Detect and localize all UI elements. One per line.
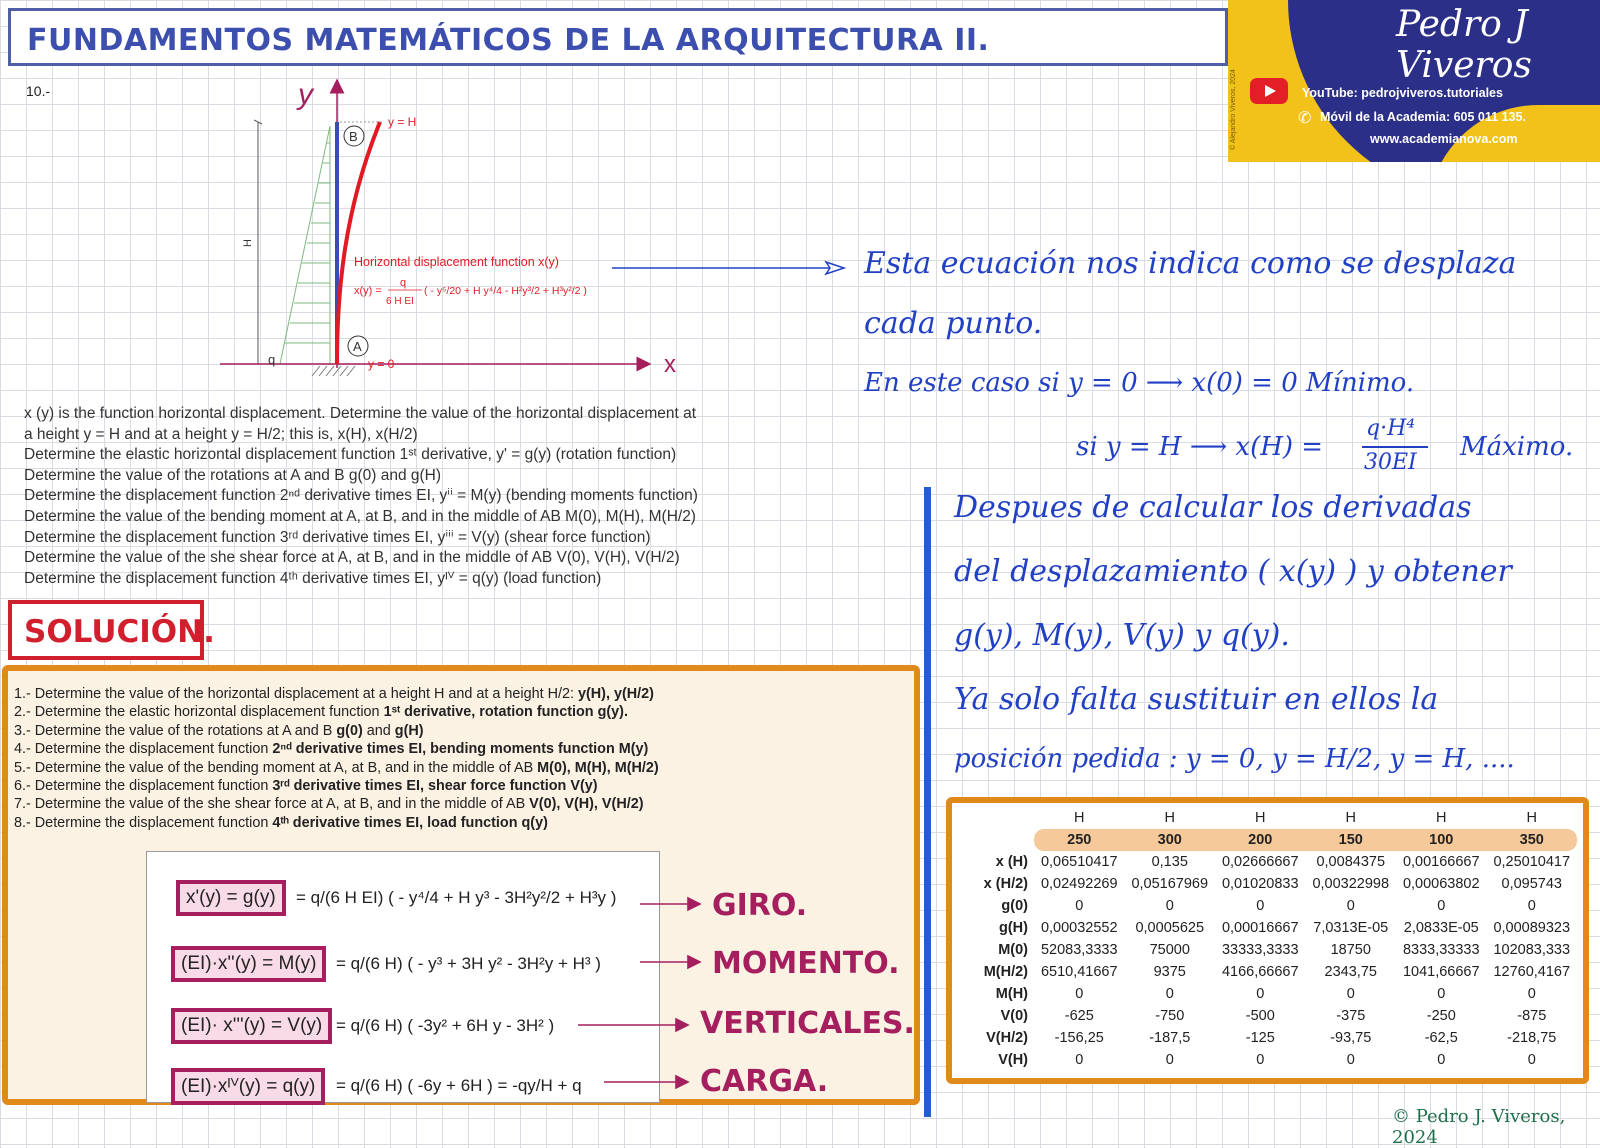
table-cell: -750: [1155, 1008, 1185, 1024]
note-line-4-denominator: 30EI: [1364, 450, 1417, 475]
formula-lhs-3: (EI)· x'''(y) = V(y): [171, 1008, 332, 1044]
page-title: FUNDAMENTOS MATEMÁTICOS DE LA ARQUITECTURA II.: [27, 23, 990, 58]
table-cell: 0: [1256, 1052, 1265, 1068]
solution-item-bold: V(0), V(H), V(H/2): [529, 796, 644, 813]
phone-number: Móvil de la Academia: 605 011 135.: [1320, 110, 1526, 124]
statement-line: Determine the elastic horizontal displacement function 1ˢᵗ derivative, y' = g(y) (rotation function): [24, 446, 677, 464]
table-cell: -625: [1064, 1008, 1094, 1024]
formula-lhs-1: x'(y) = g(y): [176, 880, 286, 916]
problem-number: 10.-: [26, 83, 51, 99]
row-label: V(0): [1000, 1008, 1028, 1024]
table-row: [956, 873, 1577, 895]
statement-line: a height y = H and at a height y = H/2; this is, x(H), x(H/2): [24, 425, 418, 443]
structure-diagram: [220, 68, 720, 388]
table-cell: 6510,41667: [1040, 964, 1118, 980]
y-axis-label: y: [298, 78, 313, 111]
solution-item-text: 5.- Determine the value of the bending moment at A, at B, and in the middle of AB: [14, 759, 538, 776]
h-value-cell: 100: [1396, 829, 1487, 851]
formula-name-4: CARGA.: [700, 1064, 829, 1099]
formula-lhs-2: (EI)·x''(y) = M(y): [171, 946, 326, 982]
website[interactable]: www.academianova.com: [1370, 132, 1518, 146]
table-cell: 2343,75: [1324, 964, 1377, 980]
row-label: M(0): [998, 942, 1028, 958]
table-cell: 7,0313E-05: [1313, 920, 1389, 936]
formula-rhs-2: = q/(6 H) ( - y³ + 3H y² - 3H²y + H³ ): [336, 954, 601, 973]
phone-icon: ✆: [1298, 110, 1312, 127]
solution-label: SOLUCIÓN.: [24, 614, 215, 650]
note-line-2: cada punto.: [864, 306, 1043, 341]
solution-item-text: 1.- Determine the value of the horizontal displacement at a height H and at a height H/2:: [14, 686, 578, 702]
formula-rhs-1: = q/(6 H EI) ( - y⁴/4 + H y³ - 3H²y²/2 + H³y ): [296, 888, 617, 907]
brand-banner: [1228, 0, 1600, 162]
table-cell: 0,00089323: [1493, 920, 1571, 936]
table-cell: 0: [1346, 898, 1355, 914]
note-arrow: [612, 258, 848, 278]
solution-item-text: and: [362, 722, 395, 739]
table-cell: 0: [1075, 1052, 1084, 1068]
table-cell: -375: [1336, 1008, 1366, 1024]
solution-item-text: 6.- Determine the displacement function: [14, 778, 273, 795]
load-triangle: [280, 126, 330, 364]
note-fraction-bar: [1362, 446, 1428, 448]
solution-item: [14, 685, 659, 703]
point-b-label: B: [349, 129, 358, 144]
solution-item: [14, 795, 659, 813]
formula-rhs-4: = q/(6 H) ( -6y + 6H ) = -qy/H + q: [336, 1076, 582, 1095]
solution-item: [14, 722, 659, 740]
row-label: g(H): [999, 920, 1028, 936]
table-cell: 2,0833E-05: [1403, 920, 1479, 936]
table-row: [956, 983, 1577, 1005]
footer-copyright: © Pedro J. Viveros, 2024: [1392, 1106, 1566, 1148]
formula-denominator: 6 H EI: [386, 296, 414, 307]
table-row: [956, 961, 1577, 983]
statement-line: Determine the value of the she shear force at A, at B, and in the middle of AB V(0), V(H), V(H/2): [24, 549, 680, 567]
solution-label-box: [8, 600, 215, 660]
column-header-h: H: [1255, 810, 1266, 826]
results-table: [956, 807, 1577, 1071]
table-cell: 0,25010417: [1493, 854, 1571, 870]
formula-name-2: MOMENTO.: [712, 946, 900, 981]
note-line-7: g(y), M(y), V(y) y q(y).: [954, 618, 1290, 653]
column-header-h: H: [1345, 810, 1356, 826]
load-label: q: [268, 352, 276, 367]
solution-item: [14, 814, 659, 832]
point-a-label: A: [353, 339, 362, 354]
table-cell: -125: [1245, 1030, 1275, 1046]
table-cell: -250: [1426, 1008, 1456, 1024]
table-cell: 0: [1075, 986, 1084, 1002]
statement-line: Determine the value of the bending moment at A, at B, and in the middle of AB M(0), M(H), M(H/2): [24, 507, 696, 525]
statement-line: x (y) is the function horizontal displacement. Determine the value of the horizontal displacement at: [24, 405, 697, 422]
solution-item-text: 7.- Determine the value of the she shear force at A, at B, and in the middle of AB: [14, 796, 530, 813]
note-line-6: del desplazamiento ( x(y) ) y obtener: [954, 554, 1512, 589]
table-cell: 33333,3333: [1221, 942, 1299, 958]
solution-item-bold: 2ⁿᵈ derivative times EI, bending moments function M(y): [272, 741, 649, 758]
note-divider: [924, 487, 931, 1117]
solution-item-bold: y(H), y(H/2): [577, 686, 654, 702]
row-label: M(H/2): [983, 964, 1028, 980]
deflected-shape: [337, 122, 380, 364]
table-cell: 0: [1527, 898, 1536, 914]
table-cell: 0: [1075, 898, 1084, 914]
table-cell: 9375: [1153, 964, 1186, 980]
solution-item-bold: M(0), M(H), M(H/2): [537, 759, 659, 776]
h-value-cell: 200: [1215, 829, 1306, 851]
note-line-9: posición pedida : y = 0, y = H/2, y = H, ....: [954, 744, 1515, 774]
table-row: [956, 1027, 1577, 1049]
table-cell: 8333,33333: [1402, 942, 1480, 958]
h-value-cell: 300: [1125, 829, 1216, 851]
table-cell: 0,05167969: [1131, 876, 1209, 892]
solution-item-bold: 3ʳᵈ derivative times EI, shear force function V(y): [272, 778, 598, 795]
table-row: [956, 1049, 1577, 1071]
note-line-8: Ya solo falta sustituir en ellos la: [954, 682, 1439, 717]
column-header-h: H: [1526, 810, 1537, 826]
table-row: [956, 895, 1577, 917]
problem-statements: [24, 404, 804, 589]
h-value-cell: 250: [1034, 829, 1125, 851]
solution-item-bold: g(H): [394, 722, 424, 739]
table-cell: 52083,3333: [1040, 942, 1118, 958]
row-label: M(H): [995, 986, 1028, 1002]
statement-line: Determine the displacement function 4ᵗʰ derivative times EI, yᴵⱽ = q(y) (load function): [24, 569, 602, 587]
table-cell: -156,25: [1054, 1030, 1104, 1046]
table-cell: 0: [1256, 986, 1265, 1002]
brand-signature: Pedro J Viveros: [1396, 4, 1532, 86]
table-cell: 0: [1346, 986, 1355, 1002]
bottom-label: y = 0: [368, 357, 395, 371]
formula-rhs-3: = q/(6 H) ( -3y² + 6H y - 3H² ): [336, 1016, 555, 1035]
solution-item-text: 4.- Determine the displacement function: [14, 741, 273, 758]
table-cell: 12760,4167: [1493, 964, 1571, 980]
table-cell: 0: [1437, 986, 1446, 1002]
table-cell: 0,00016667: [1221, 920, 1299, 936]
column-header-h: H: [1074, 810, 1085, 826]
h-value-cell: 150: [1306, 829, 1397, 851]
function-title: Horizontal displacement function x(y): [354, 255, 559, 269]
table-cell: -187,5: [1149, 1030, 1191, 1046]
formula-name-1: GIRO.: [712, 888, 808, 923]
table-row: [956, 939, 1577, 961]
solution-item-text: 2.- Determine the elastic horizontal displacement function: [14, 704, 384, 721]
solution-item: [14, 759, 659, 777]
table-row: [956, 1005, 1577, 1027]
height-label: H: [242, 239, 254, 247]
table-cell: 0,00166667: [1402, 854, 1480, 870]
row-label: x (H/2): [983, 876, 1028, 892]
solution-item-text: 3.- Determine the value of the rotations at A and B: [14, 722, 337, 739]
table-row: [956, 917, 1577, 939]
table-cell: 0: [1527, 1052, 1536, 1068]
table-cell: 0: [1256, 898, 1265, 914]
table-cell: 0,0084375: [1316, 854, 1386, 870]
table-corner: [956, 829, 1034, 851]
solution-list: [14, 685, 659, 832]
solution-item: [14, 740, 659, 758]
formula-lhs: x(y) =: [354, 285, 382, 297]
row-label: V(H/2): [986, 1030, 1028, 1046]
table-cell: 0: [1527, 986, 1536, 1002]
table-corner: [956, 807, 1034, 829]
row-label: V(H): [998, 1052, 1028, 1068]
title-bar: [8, 8, 1228, 66]
table-cell: 0: [1437, 1052, 1446, 1068]
table-cell: 0,01020833: [1221, 876, 1299, 892]
note-line-5: Despues de calcular los derivadas: [954, 490, 1472, 525]
row-label: x (H): [995, 854, 1028, 870]
table-cell: 0,02492269: [1040, 876, 1118, 892]
table-cell: 0,06510417: [1040, 854, 1118, 870]
solution-item: [14, 703, 659, 721]
table-cell: 0,00032552: [1040, 920, 1118, 936]
table-cell: 0,135: [1151, 854, 1188, 870]
column-header-h: H: [1436, 810, 1447, 826]
h-value-cell: 350: [1487, 829, 1578, 851]
table-cell: 1041,66667: [1402, 964, 1480, 980]
solution-item: [14, 777, 659, 795]
table-cell: 0: [1346, 1052, 1355, 1068]
table-cell: 0: [1165, 898, 1174, 914]
table-cell: -93,75: [1330, 1030, 1372, 1046]
fixed-support: [312, 366, 355, 376]
column-header-h: H: [1164, 810, 1175, 826]
solution-item-text: 8.- Determine the displacement function: [14, 814, 273, 831]
table-cell: -500: [1245, 1008, 1275, 1024]
table-cell: -218,75: [1507, 1030, 1557, 1046]
note-line-3: En este caso si y = 0 ⟶ x(0) = 0 Mínimo.: [864, 368, 1415, 398]
x-axis-label: x: [664, 351, 676, 378]
solution-item-bold: 4ᵗʰ derivative times EI, load function q(y): [272, 814, 548, 831]
statement-line: Determine the displacement function 2ⁿᵈ derivative times EI, yⁱⁱ = M(y) (bending moments function): [24, 487, 698, 505]
note-line-4a: si y = H ⟶ x(H) =: [1076, 432, 1324, 462]
table-cell: -62,5: [1424, 1030, 1458, 1046]
table-cell: 75000: [1149, 942, 1190, 958]
table-cell: 0,0005625: [1135, 920, 1205, 936]
formula-terms: ( - y⁵/20 + H y⁴/4 - H²y³/2 + H³y²/2 ): [424, 285, 587, 297]
table-cell: 0,02666667: [1221, 854, 1299, 870]
table-cell: 0,095743: [1501, 876, 1562, 892]
table-cell: 18750: [1330, 942, 1371, 958]
table-header-row: [956, 807, 1577, 829]
table-cell: 0: [1437, 898, 1446, 914]
note-line-4-numerator: q·H⁴: [1366, 416, 1416, 441]
table-row: [956, 851, 1577, 873]
statement-line: Determine the value of the rotations at A and B g(0) and g(H): [24, 466, 442, 484]
formula-lhs-4: (EI)·xᴵⱽ(y) = q(y): [171, 1068, 325, 1105]
table-cell: 102083,333: [1493, 942, 1571, 958]
note-line-4b: Máximo.: [1460, 432, 1574, 462]
side-copyright: © Alejandro Viveros, 2024: [1230, 69, 1237, 150]
table-cell: 0: [1165, 986, 1174, 1002]
note-line-1: Esta ecuación nos indica como se desplaza: [864, 246, 1517, 281]
solution-item-bold: g(0): [336, 722, 363, 739]
table-cell: 0,00063802: [1402, 876, 1480, 892]
solution-item-bold: 1ˢᵗ derivative, rotation function g(y).: [383, 704, 628, 721]
formula-name-3: VERTICALES.: [700, 1006, 915, 1041]
table-h-values-row: [956, 829, 1577, 851]
formula-q: q: [400, 277, 407, 289]
table-cell: 4166,66667: [1221, 964, 1299, 980]
top-label: y = H: [388, 115, 417, 129]
row-label: g(0): [1001, 898, 1028, 914]
table-cell: 0: [1165, 1052, 1174, 1068]
table-cell: -875: [1517, 1008, 1547, 1024]
youtube-channel[interactable]: YouTube: pedrojviveros.tutoriales: [1302, 86, 1503, 100]
table-cell: 0,00322998: [1312, 876, 1390, 892]
results-table-panel: [946, 797, 1589, 1084]
youtube-icon[interactable]: [1250, 78, 1288, 104]
statement-line: Determine the displacement function 3ʳᵈ derivative times EI, yⁱⁱⁱ = V(y) (shear force function): [24, 528, 651, 546]
